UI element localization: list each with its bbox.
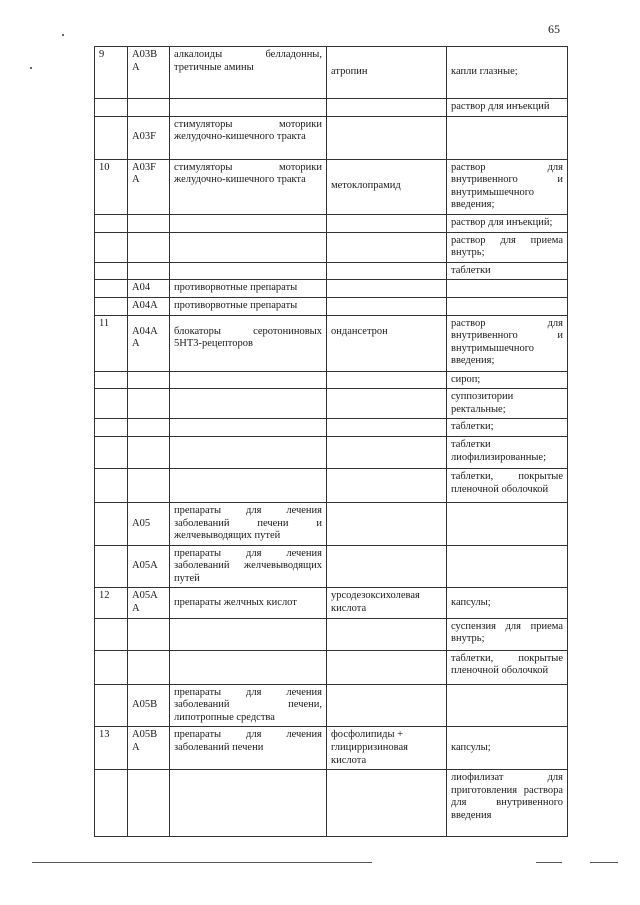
row-number — [95, 684, 128, 727]
dosage-form: суспензия для приема внутрь; — [447, 618, 568, 650]
atc-group — [170, 419, 327, 437]
atc-code — [128, 650, 170, 684]
dosage-form: лиофилизат для приготовления раствора для внутривенного введения — [447, 770, 568, 837]
atc-code: A04A — [128, 297, 170, 315]
table-row — [95, 727, 568, 770]
atc-code: A05B A — [128, 727, 170, 770]
dosage-form: таблетки; — [447, 419, 568, 437]
atc-group: блокаторы серотониновых 5НТ3-рецепторов — [170, 315, 327, 371]
dosage-form — [447, 116, 568, 159]
atc-group — [170, 770, 327, 837]
dosage-form: раствор для инъекций; — [447, 214, 568, 232]
drug-name — [327, 99, 447, 117]
drug-name — [327, 545, 447, 588]
atc-group — [170, 468, 327, 502]
scan-dot — [30, 67, 32, 69]
atc-group: стимуляторы моторики желудочно-кишечного тракта — [170, 116, 327, 159]
page-number: 65 — [548, 22, 560, 36]
drug-name — [327, 468, 447, 502]
drug-name: ондансетрон — [327, 315, 447, 371]
dosage-form — [447, 684, 568, 727]
drug-name: метоклопрамид — [327, 159, 447, 214]
atc-group — [170, 99, 327, 117]
row-number — [95, 618, 128, 650]
atc-code — [128, 618, 170, 650]
dosage-form: раствор для внутривенного и внутримышечного введения; — [447, 315, 568, 371]
row-number — [95, 545, 128, 588]
dosage-form — [447, 280, 568, 298]
atc-group — [170, 232, 327, 262]
dosage-form: раствор для инъекций — [447, 99, 568, 117]
atc-code — [128, 436, 170, 468]
dosage-form: раствор для приема внутрь; — [447, 232, 568, 262]
row-number — [95, 436, 128, 468]
drug-name — [327, 371, 447, 389]
drug-name — [327, 280, 447, 298]
row-number: 9 — [95, 47, 128, 99]
drug-name — [327, 770, 447, 837]
atc-code: A05B — [128, 684, 170, 727]
table-row — [95, 280, 568, 298]
atc-code — [128, 99, 170, 117]
table-row — [95, 232, 568, 262]
dosage-form — [447, 545, 568, 588]
atc-group: препараты желчных кислот — [170, 588, 327, 618]
drug-name — [327, 389, 447, 419]
row-number — [95, 280, 128, 298]
table-row — [95, 545, 568, 588]
table-row — [95, 684, 568, 727]
table-row — [95, 47, 568, 99]
row-number — [95, 99, 128, 117]
atc-group: противорвотные препараты — [170, 280, 327, 298]
drug-name — [327, 502, 447, 545]
atc-group — [170, 650, 327, 684]
atc-group: стимуляторы моторики желудочно-кишечного тракта — [170, 159, 327, 214]
dosage-form — [447, 502, 568, 545]
atc-group — [170, 436, 327, 468]
table-row — [95, 419, 568, 437]
atc-group: алкалоиды белладонны, третичные амины — [170, 47, 327, 99]
atc-code: A05A A — [128, 588, 170, 618]
atc-group: препараты для лечения заболеваний желчевыводящих путей — [170, 545, 327, 588]
drug-name: фосфолипиды + глицирризиновая кислота — [327, 727, 447, 770]
drug-name — [327, 214, 447, 232]
atc-code — [128, 214, 170, 232]
atc-group: противорвотные препараты — [170, 297, 327, 315]
atc-code: A03F A — [128, 159, 170, 214]
dosage-form: капли глазные; — [447, 47, 568, 99]
drug-name — [327, 419, 447, 437]
drug-name — [327, 262, 447, 280]
dosage-form: таблетки лиофилизированные; — [447, 436, 568, 468]
dosage-form: капсулы; — [447, 727, 568, 770]
table-row — [95, 371, 568, 389]
drug-name — [327, 116, 447, 159]
atc-code: A03F — [128, 116, 170, 159]
row-number — [95, 371, 128, 389]
drug-name — [327, 436, 447, 468]
drug-name — [327, 297, 447, 315]
atc-code — [128, 770, 170, 837]
row-number — [95, 419, 128, 437]
drug-table — [94, 46, 568, 837]
dosage-form: таблетки, покрытые пленочной оболочкой — [447, 650, 568, 684]
atc-code: A05A — [128, 545, 170, 588]
row-number: 11 — [95, 315, 128, 371]
table-row — [95, 650, 568, 684]
drug-name: атропин — [327, 47, 447, 99]
row-number — [95, 297, 128, 315]
atc-code — [128, 389, 170, 419]
atc-code — [128, 371, 170, 389]
table-row — [95, 502, 568, 545]
dosage-form: суппозитории ректальные; — [447, 389, 568, 419]
row-number — [95, 232, 128, 262]
row-number: 12 — [95, 588, 128, 618]
dosage-form — [447, 297, 568, 315]
scan-line — [536, 862, 562, 863]
row-number — [95, 468, 128, 502]
row-number — [95, 502, 128, 545]
atc-code — [128, 262, 170, 280]
dosage-form: капсулы; — [447, 588, 568, 618]
scan-line — [590, 862, 618, 863]
table-row — [95, 436, 568, 468]
atc-code: A03B A — [128, 47, 170, 99]
scan-dot — [62, 34, 64, 36]
drug-name — [327, 684, 447, 727]
drug-name — [327, 232, 447, 262]
table-row — [95, 618, 568, 650]
table-row — [95, 297, 568, 315]
atc-group: препараты для лечения заболеваний печени и желчевыводящих путей — [170, 502, 327, 545]
atc-group — [170, 262, 327, 280]
table-row — [95, 99, 568, 117]
row-number — [95, 389, 128, 419]
atc-group — [170, 371, 327, 389]
drug-name — [327, 650, 447, 684]
atc-code: A04 — [128, 280, 170, 298]
atc-code: A04A A — [128, 315, 170, 371]
row-number — [95, 650, 128, 684]
row-number — [95, 116, 128, 159]
table-row — [95, 588, 568, 618]
atc-group — [170, 389, 327, 419]
atc-group — [170, 214, 327, 232]
table-row — [95, 389, 568, 419]
table-row — [95, 770, 568, 837]
row-number — [95, 214, 128, 232]
table-row — [95, 214, 568, 232]
atc-group: препараты для лечения заболеваний печени — [170, 727, 327, 770]
table-row — [95, 262, 568, 280]
row-number: 13 — [95, 727, 128, 770]
atc-group — [170, 618, 327, 650]
atc-code: A05 — [128, 502, 170, 545]
table-row — [95, 159, 568, 214]
dosage-form: таблетки — [447, 262, 568, 280]
table-row — [95, 315, 568, 371]
dosage-form: таблетки, покрытые пленочной оболочкой — [447, 468, 568, 502]
dosage-form: раствор для внутривенного и внутримышечного введения; — [447, 159, 568, 214]
table-row — [95, 116, 568, 159]
row-number: 10 — [95, 159, 128, 214]
table-row — [95, 468, 568, 502]
atc-group: препараты для лечения заболеваний печени, липотропные средства — [170, 684, 327, 727]
row-number — [95, 262, 128, 280]
drug-name — [327, 618, 447, 650]
atc-code — [128, 232, 170, 262]
dosage-form: сироп; — [447, 371, 568, 389]
scan-line — [32, 862, 372, 863]
atc-code — [128, 419, 170, 437]
row-number — [95, 770, 128, 837]
atc-code — [128, 468, 170, 502]
drug-name: урсодезоксихолевая кислота — [327, 588, 447, 618]
